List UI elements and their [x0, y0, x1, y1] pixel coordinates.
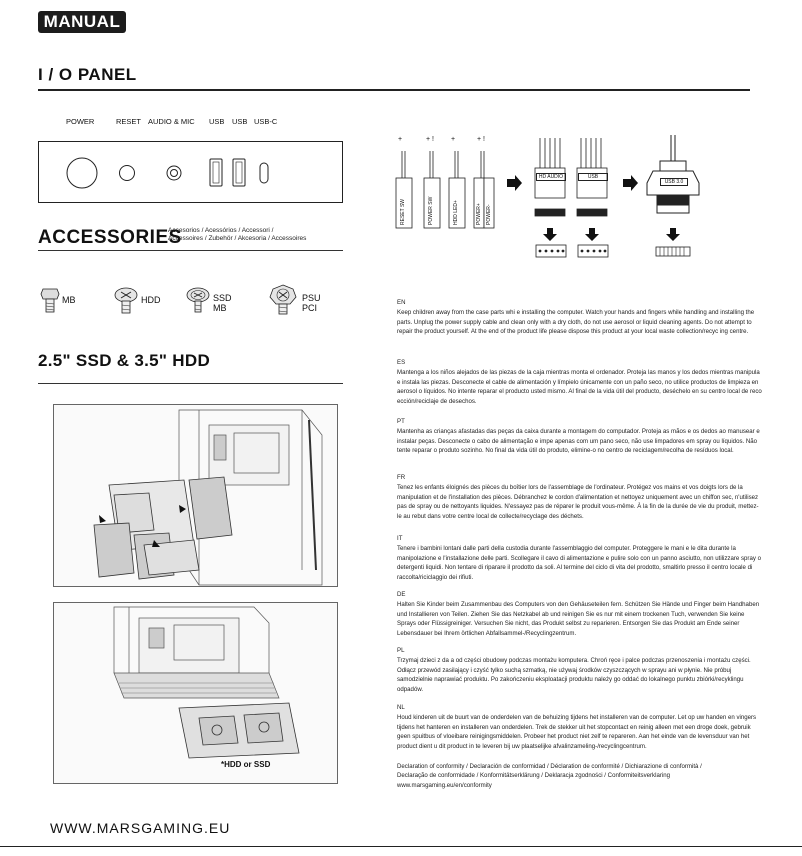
accessory-label-line: PCI [302, 303, 318, 313]
port-label-reset: RESET [116, 117, 142, 126]
psu-screw-icon [268, 284, 298, 316]
io-panel-drawing [38, 141, 343, 203]
conformity-block [397, 762, 763, 790]
front-panel-connector-diagram [395, 133, 735, 263]
accessory-label-ssd-mb [213, 293, 232, 313]
accessories-subtitle [168, 227, 306, 243]
power-button-icon [67, 158, 97, 188]
notice-language-code: EN [397, 299, 406, 306]
notice-language-code: PT [397, 418, 405, 425]
notice-text: Mantenga a los niños alejados de las piezas de la caja mientras monta el ordenador. Proteja las manos y los dedos mientras manipula e instala las piezas. Desconecte el cable de alimentación y límpielo únicamente con un paño seco, no utilice productos de limpieza en aerosol o líquidos. No intente reparar el producto usted mismo. Al final de la vida útil del producto, deséchelo en su centro local de reco ección/reciclaje de desechos. [397, 369, 762, 405]
notice-it [397, 534, 763, 582]
usb-c-port-icon [260, 163, 268, 183]
notice-pl [397, 646, 763, 694]
arrow-right-icon [623, 175, 638, 191]
arrow-down-icon [543, 228, 557, 241]
drive-install-illustration-1 [53, 404, 338, 587]
hd-audio-label: HD AUDIO [536, 173, 566, 181]
notice-de [397, 590, 763, 638]
port-label-usb-c: USB-C [254, 117, 278, 126]
notice-text: Trzymaj dzieci z da a od części obudowy podczas montażu komputera. Chroń ręce i palce podczas przenoszenia i montażu części. Odłącz przewód zasilający i czyść tylko suchą szmatką, nie używaj środków czyszczących w sprayu ani w płynie. Nie próbuj samodzielnie naprawiać produktu. Po zakończeniu eksploatacji produktu należy go oddać do lokalnego punktu zbiórki/recyklingu odpadów. [397, 657, 751, 693]
polarity-label: + ! [477, 136, 485, 143]
polarity-label: + [451, 136, 456, 143]
io-panel-title: I / O PANEL [38, 65, 137, 84]
manual-badge: MANUAL [38, 11, 126, 33]
notice-pt [397, 417, 763, 456]
notice-text: Halten Sie Kinder beim Zusammenbau des Computers von den Gehäuseteilen fern. Schützen Sie Hände und Finger beim Handhaben und Installieren von Teilen. Ziehen Sie das Netzkabel ab und reinigen Sie es nur mit einem trockenen Tuch, verwenden Sie keine Sprays oder Flüssigreiniger. Versuchen Sie nicht, das Produkt selbst zu reparieren. Entsorgen Sie das Produkt am Ende seiner Lebensdauer bei Ihrem örtlichen Abfallsammel-/Recyclingzentrum. [397, 601, 760, 637]
accessories-divider [38, 250, 343, 251]
port-label-usb-2: USB [232, 117, 248, 126]
conformity-line: Declaration of conformity / Declaración de conformidad / Déclaration de conformité / Dichiarazione di conformità / [397, 763, 702, 770]
notice-language-code: NL [397, 704, 405, 711]
connector-label-power-led-plus: POWER+ [476, 203, 482, 225]
connector-label-power-led-minus: POWER- [486, 204, 492, 225]
notice-text: Keep children away from the case parts whi e installing the computer. Watch your hands and fingers while handling and installing the parts. Unplug the power supply cable and clean only with a dry cloth, do not use aerosol or liquid cleaning agents. Do not attempt to repair the product yourself. At the end of the product life please dispose this product at your local waste collection/recyc ing centre. [397, 309, 755, 336]
notice-es [397, 358, 763, 406]
drive-install-illustration-2 [53, 602, 338, 784]
reset-button-icon [120, 166, 135, 181]
notice-nl [397, 703, 763, 751]
notice-text: Houd kinderen uit de buurt van de onderdelen van de behuizing tijdens het installeren van de computer. Let op uw handen en vingers tijdens het hanteren en installeren van onderdelen. Trek de stekker uit het stopcontact en reinig alleen met een droge doek, gebruik geen spuitbus of vloeibare reinigingsmiddelen. Probeer het product niet zelf te repareren. Aan het einde van de levensduur van het product dient u dit product in te leveren bij uw plaatselijke afvalinzameling-/recyclingcentrum. [397, 714, 757, 750]
notice-language-code: IT [397, 535, 403, 542]
notice-text: Tenere i bambini lontani dalle parti della custodia durante l'assemblaggio del computer. Proteggere le mani e le dita durante la manipolazione e l'installazione delle parti. Scollegare il cavo di alimentazione e pulire solo con un panno asciutto, non utilizzare spray o detergenti liquidi. Non tentare di riparare il prodotto da soli. Al termine del ciclo di vita del prodotto, smaltirlo presso il centro locale di raccolta/riciclaggio dei rifiuti. [397, 545, 761, 581]
port-label-audio: AUDIO & MIC [148, 117, 195, 126]
notice-fr [397, 473, 763, 521]
usb-port-icon [233, 159, 245, 186]
hdd-screw-icon [113, 286, 139, 316]
arrow-right-icon [507, 175, 522, 191]
accessory-label-mb: MB [62, 295, 76, 305]
accessories-subtitle-line: Accesorios / Acessórios / Accessori / [168, 227, 274, 234]
accessories-title: ACCESSORIES [38, 227, 182, 248]
usb-port-icon [210, 159, 222, 186]
usb3-connector-label: USB 3.0 [660, 178, 688, 186]
drives-title: 2.5" SSD & 3.5" HDD [38, 351, 211, 370]
audio-jack-icon [167, 166, 181, 180]
notice-language-code: ES [397, 359, 406, 366]
drives-caption: *HDD or SSD [221, 760, 271, 769]
polarity-label: + [398, 136, 403, 143]
notice-en [397, 298, 763, 337]
arrow-down-icon [666, 228, 680, 241]
notice-text: Mantenha as crianças afastadas das peças da caixa durante a montagem do computador. Proteja as mãos e os dedos ao manusear e instalar peças. Desconecte o cabo de alimentação e impe apenas com um pano seco, não use limpadores em spray ou líquidos. Não tente reparar o produto sozinho. No final da vida útil do produto, elimine-o no centro de reciclagem/recolha de resíduos local. [397, 428, 760, 455]
connector-label-reset: RESET SW [400, 198, 406, 225]
port-label-usb-1: USB [209, 117, 225, 126]
accessory-label-hdd: HDD [141, 295, 161, 305]
notice-language-code: PL [397, 647, 405, 654]
connector-label-power: POWER SW [428, 196, 434, 225]
accessory-label-line: MB [213, 303, 227, 313]
accessory-label-line: PSU [302, 293, 321, 303]
usb-header-label: USB [578, 173, 608, 181]
footer-divider [0, 846, 802, 847]
accessory-label-line: SSD [213, 293, 232, 303]
accessory-label-psu-pci [302, 293, 321, 313]
standoff-screw-icon [40, 286, 60, 316]
arrow-down-icon [585, 228, 599, 241]
conformity-line: Declaração de conformidade / Konformitätserklärung / Deklaracja zgodności / Conformiteitsverklaring [397, 772, 670, 780]
drives-divider [38, 383, 343, 384]
conformity-link[interactable]: www.marsgaming.eu/en/conformity [397, 781, 492, 789]
io-panel-divider [38, 89, 750, 91]
notice-text: Tenez les enfants éloignés des pièces du boîtier lors de l'assemblage de l'ordinateur. Protégez vos mains et vos doigts lors de la manipulation et de l'installation des pièces. Débranchez le cordon d'alimentation et nettoyez uniquement avec un chiffon sec, n'utilisez pas de spray ou de nettoyants liquides. N'essayez pas de réparer le produit vous-même. À la fin de la durée de vie du produit, mettez-le au rebut dans votre centre local de collecte/recyclage des déchets. [397, 484, 759, 520]
notice-language-code: DE [397, 591, 406, 598]
polarity-label: + ! [426, 136, 434, 143]
accessories-subtitle-line: Accessoires / Zubehör / Akcesoria / Accessoires [168, 235, 307, 242]
footer-website-link[interactable]: WWW.MARSGAMING.EU [50, 820, 231, 836]
notice-language-code: FR [397, 474, 406, 481]
connector-label-hdd-led: HDD LED+ [453, 200, 459, 225]
ssd-screw-icon [185, 286, 211, 316]
port-label-power: POWER [66, 117, 95, 126]
